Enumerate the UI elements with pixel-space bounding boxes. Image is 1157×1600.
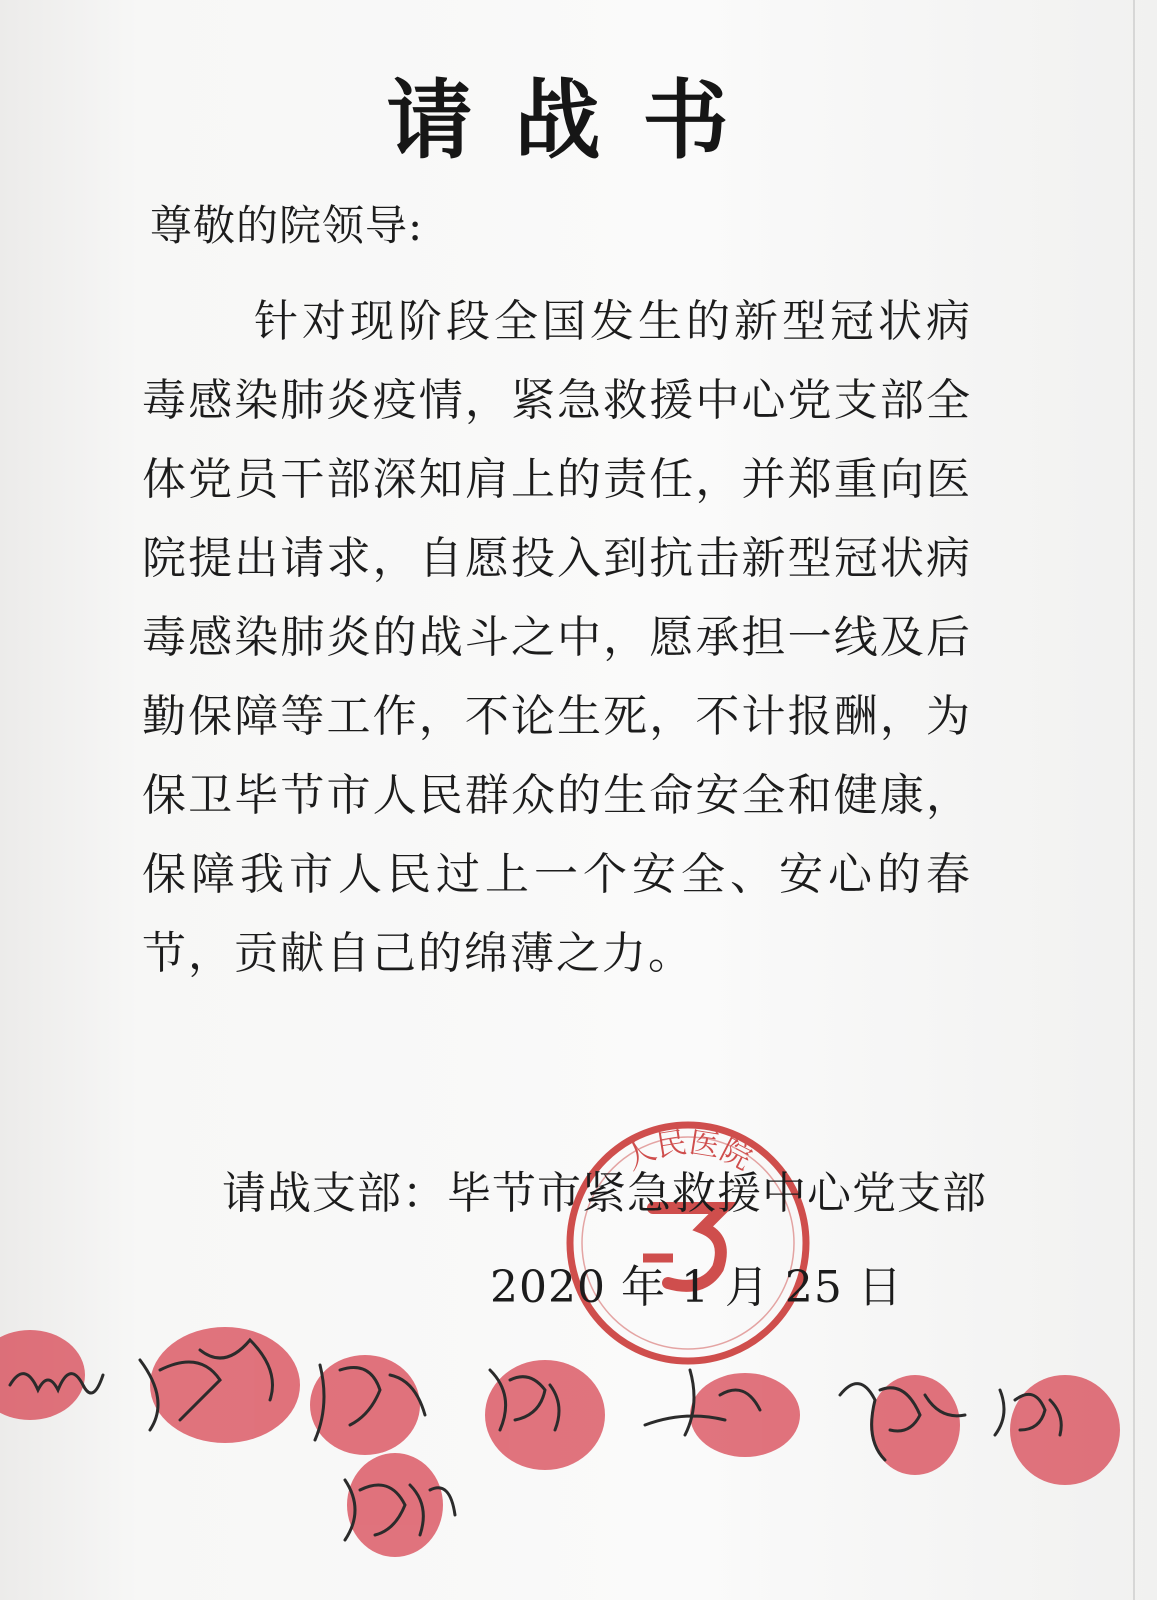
seal-text: 人民医院 (619, 1125, 757, 1178)
salutation: 尊敬的院领导: (150, 201, 424, 250)
date-line: 2020 年 1 月 25 日 (490, 1262, 903, 1313)
official-seal (553, 1108, 823, 1368)
fingerprint-6 (690, 1373, 800, 1457)
fingerprint-5 (347, 1453, 443, 1557)
fingerprint-2 (150, 1327, 300, 1443)
document-title: 请战书 (386, 70, 771, 171)
body-paragraph: 针对现阶段全国发生的新型冠状病毒感染肺炎疫情，紧急救援中心党支部全体党员干部深知肩上的责任，并郑重向医院提出请求，自愿投入到抗击新型冠状病毒感染肺炎的战斗之中，愿承担一线及后勤保障等工作，不论生死，不计报酬，为保卫毕节市人民群众的生命安全和健康，保障我市人民过上一个安全、安心的春节，贡献自己的绵薄之力。 (142, 296, 972, 979)
fingerprint-4 (485, 1360, 605, 1470)
signature-line: 请战支部：毕节市紧急救援中心党支部 (222, 1168, 987, 1219)
